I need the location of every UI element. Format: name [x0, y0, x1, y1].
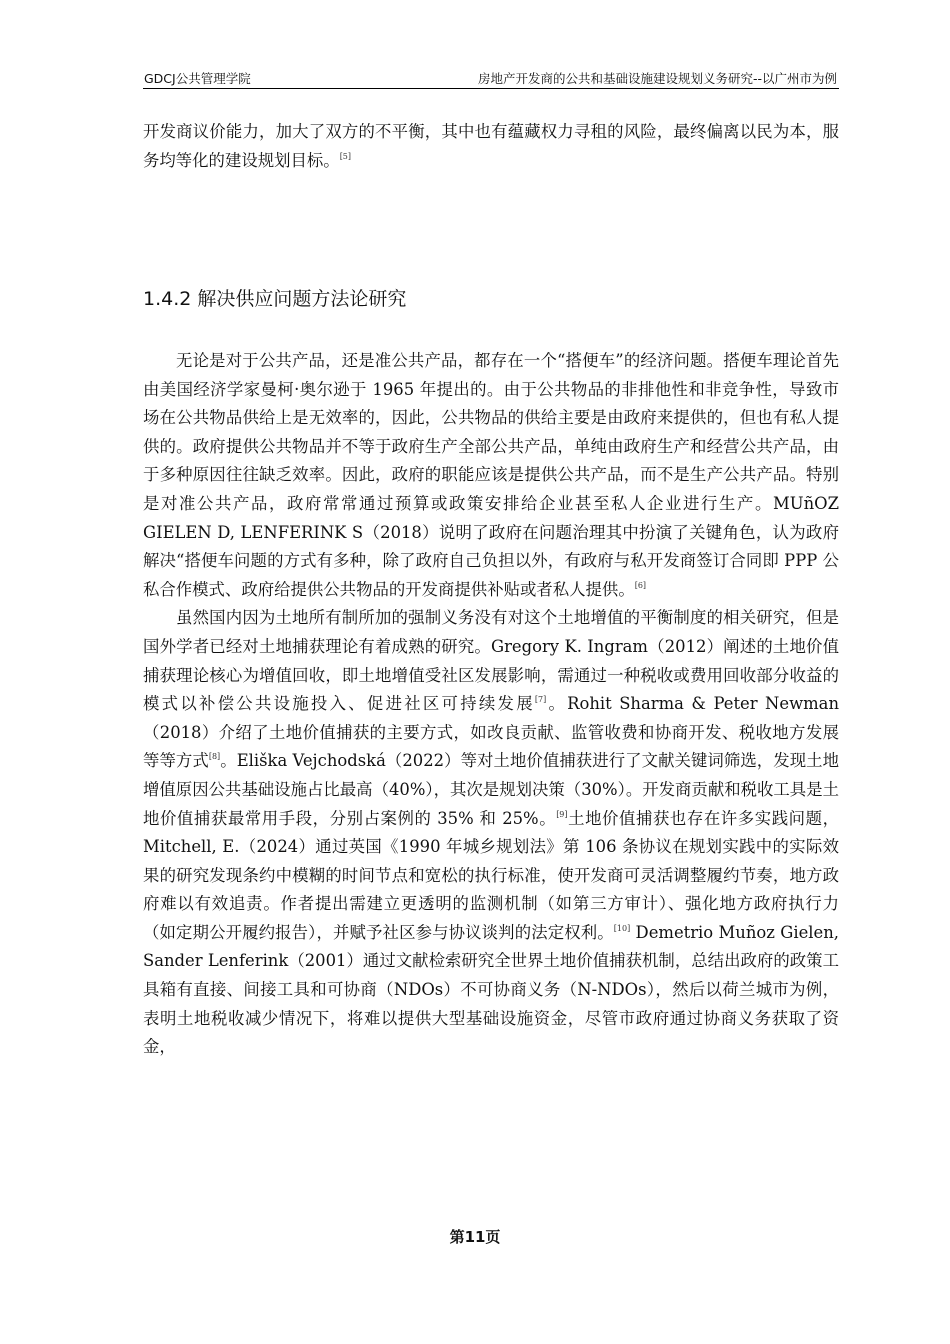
header-thesis-title: 房地产开发商的公共和基础设施建设规划义务研究--以广州市为例: [477, 71, 837, 86]
paragraph-2-part-2: 。Rohit Sharma & Peter Newman（2018）介绍了土地价值捕获的主要方式，如改良贡献、监管收费和协商开发、税收地方发展等等方式: [143, 694, 839, 771]
paragraph-2-part-4: 土地价值捕获也存在许多实践问题，Mitchell, E.（2024）通过英国《1990 年城乡规划法》第 106 条协议在规划实践中的实际效果的研究发现条约中模糊的时间节点和宽松的执行标准，使开发商可灵活调整履约节奏，地方政府难以有效追责。作者提出需建立更透明的监测机制（如第三方审计）、强化地方政府执行力（如定期公开履约报告），并赋予社区参与协议谈判的法定权利。: [143, 808, 840, 942]
section-heading: 1.4.2 解决供应问题方法论研究: [143, 288, 407, 310]
citation-7[interactable]: [7]: [534, 695, 547, 705]
intro-text: 开发商议价能力，加大了双方的不平衡，其中也有蕴藏权力寻租的风险，最终偏离以民为本，服务均等化的建设规划目标。: [143, 122, 839, 170]
paragraph-2-part-5: Demetrio Muñoz Gielen, Sander Lenferink（2001）通过文献检索研究全世界土地价值捕获机制，总结出政府的政策工具箱有直接、间接工具和可协商（NDOs）不可协商义务（N-NDOs），然后以荷兰城市为例，表明土地税收减少情况下，将难以提供大型基础设施资金，尽管市政府通过协商义务获取了资金，: [143, 922, 839, 1057]
citation-10[interactable]: [10]: [613, 923, 631, 933]
citation-8[interactable]: [8]: [208, 752, 221, 762]
citation-6[interactable]: [6]: [634, 580, 647, 590]
paragraph-1-text: 无论是对于公共产品，还是准公共产品，都存在一个“搭便车”的经济问题。搭便车理论首先由美国经济学家曼柯·奥尔逊于 1965 年提出的。由于公共物品的非排他性和非竞争性，导致市场在公共物品供给上是无效率的，因此，公共物品的供给主要是由政府来提供的，但也有私人提供的。政府提供公共物品并不等于政府生产全部公共产品，单纯由政府生产和经营公共产品，由于多种原因往往缺乏效率。因此，政府的职能应该是提供公共产品，而不是生产公共产品。特别是对准公共产品，政府常常通过预算或政策安排给企业甚至私人企业进行生产。MUñOZ GIELEN D, LENFERINK S（2018）说明了政府在问题治理其中扮演了关键角色，认为政府解决“搭便车问题的方式有多种，除了政府自己负担以外，有政府与私开发商签订合同即 PPP 公私合作模式、政府给提供公共物品的开发商提供补贴或者私人提供。: [143, 351, 839, 599]
citation-9[interactable]: [9]: [556, 809, 568, 819]
paragraph-2-part-1: 虽然国内因为土地所有制所加的强制义务没有对这个土地增值的平衡制度的相关研究，但是国外学者已经对土地捕获理论有着成熟的研究。Gregory K. Ingram（2012）阐述的土地价值捕获理论核心为增值回收，即土地增值受社区发展影响，需通过一种税收或费用回收部分收益的模式以补偿公共设施投入、促进社区可持续发展: [143, 608, 839, 714]
main-text: [143, 347, 839, 1062]
intro-paragraph: [143, 118, 839, 175]
header-institution: GDCJ公共管理学院: [144, 71, 251, 86]
citation-5[interactable]: [5]: [339, 151, 352, 161]
paragraph-2-part-3: 。Eliška Vejchodská（2022）等对土地价值捕获进行了文献关键词筛选，发现土地增值原因公共基础设施占比最高（40%），其次是规划决策（30%）。开发商贡献和税收工具是土地价值捕获最常用手段，分别占案例的 35% 和 25%。: [143, 751, 840, 828]
paragraph-land-value-capture: [143, 604, 839, 1062]
paragraph-free-rider: [143, 347, 839, 604]
running-header: [143, 68, 839, 89]
page-number: 第11页: [449, 1228, 501, 1246]
